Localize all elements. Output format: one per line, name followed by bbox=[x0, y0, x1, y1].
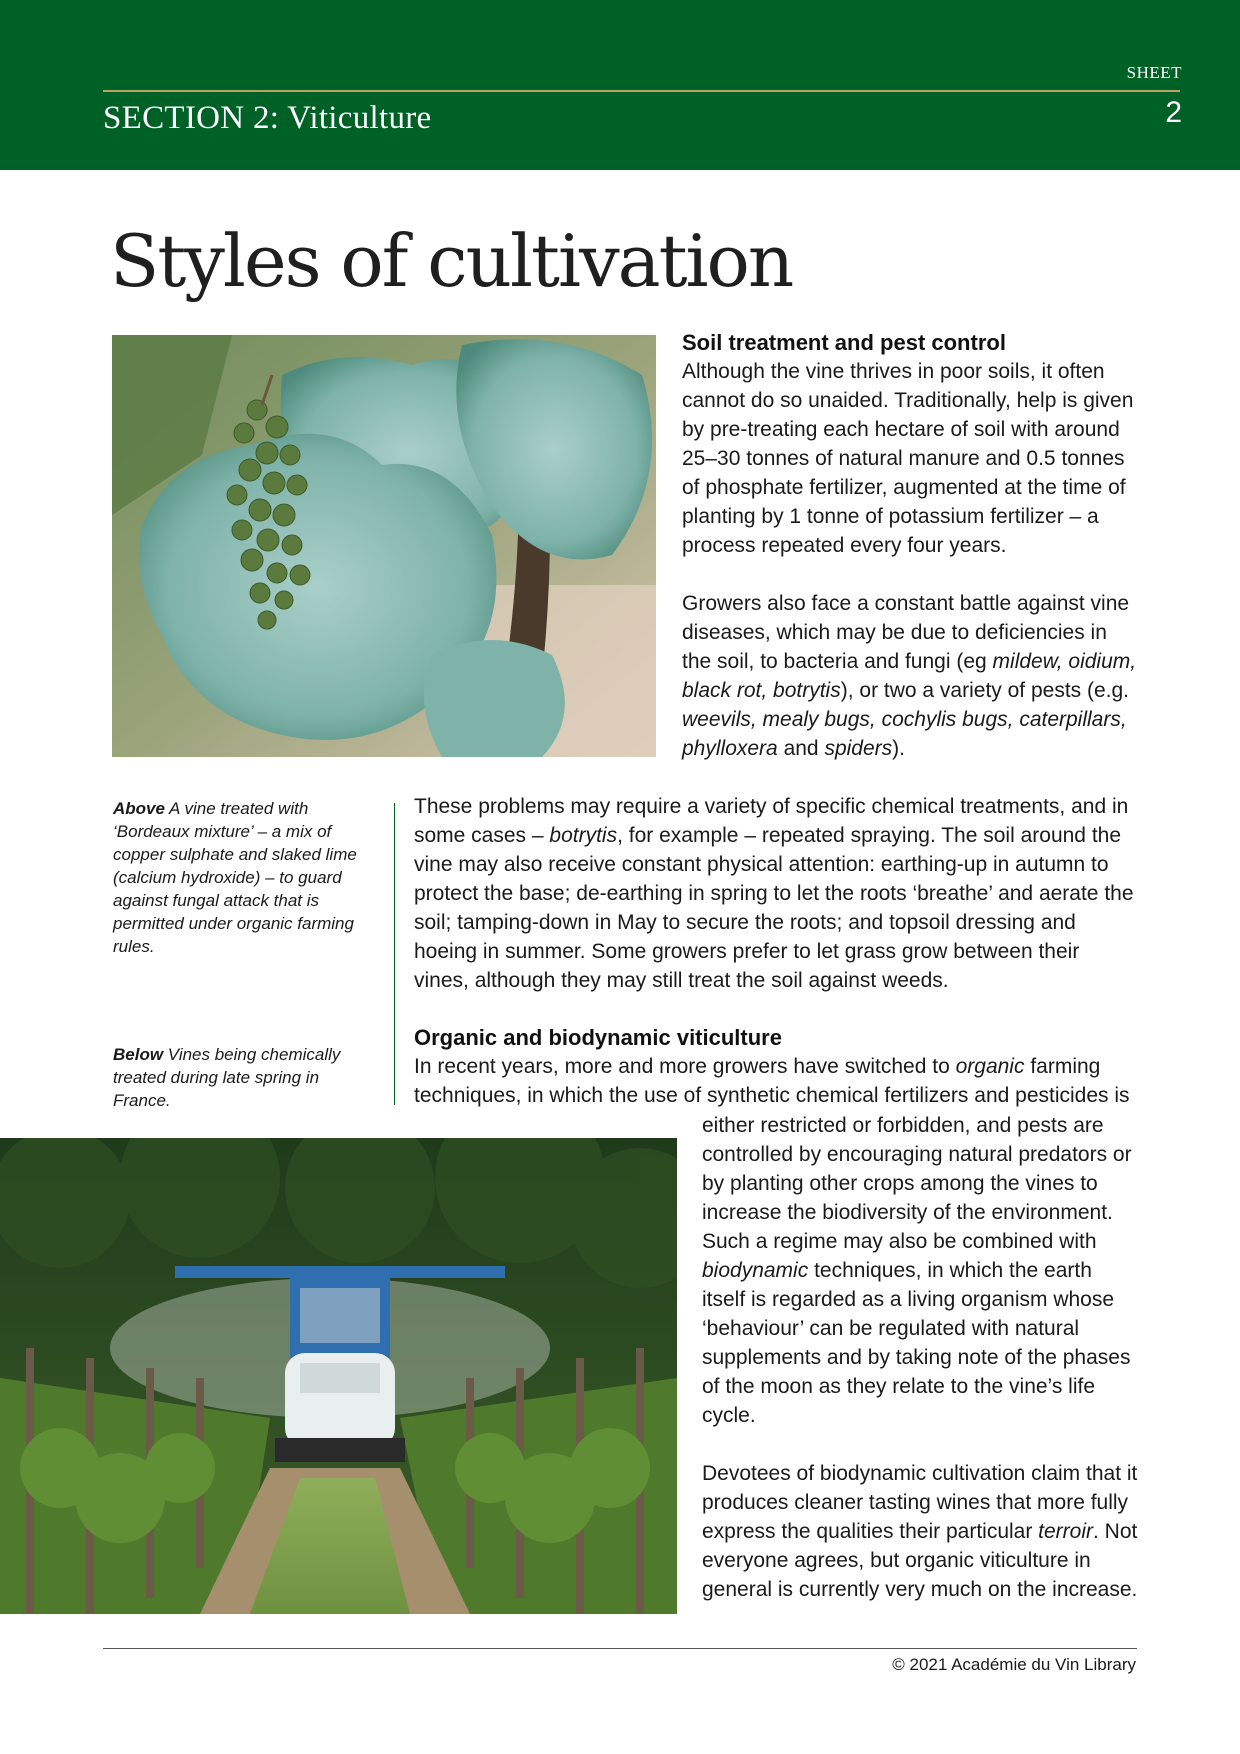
text-run: Devotees of biodynamic cultivation claim that it produces cleaner tasting wines that more fully express the qualities their particular bbox=[702, 1462, 1138, 1543]
text-run: Growers also face a constant battle against vine diseases, which may be due to deficiencies in the soil, to bacteria and fungi (eg bbox=[682, 592, 1130, 673]
organic-paragraph-continued bbox=[702, 1111, 1138, 1430]
soil-paragraph-2 bbox=[682, 589, 1137, 763]
caption-divider bbox=[394, 803, 395, 1105]
caption-text: A vine treated with ‘Bordeaux mixture’ – a mix of copper sulphate and slaked lime (calcium hydroxide) – to guard against fungal attack that is permitted under organic farming rules. bbox=[113, 799, 357, 956]
vine-leaves-photo bbox=[112, 335, 656, 757]
italic-run: botrytis bbox=[549, 824, 618, 847]
treatment-section bbox=[414, 792, 1138, 1110]
caption-text: Vines being chemically treated during late spring in France. bbox=[113, 1045, 341, 1110]
text-run: ). bbox=[892, 737, 905, 760]
copyright-notice: © 2021 Académie du Vin Library bbox=[892, 1655, 1136, 1674]
italic-run: biodynamic bbox=[702, 1259, 809, 1282]
sheet-label: SHEET bbox=[1126, 63, 1182, 82]
caption-below bbox=[113, 1043, 371, 1112]
italic-run: weevils, mealy bugs, cochylis bugs, caterpillars, phylloxera bbox=[682, 708, 1127, 760]
text-run: ), or two a variety of pests (e.g. bbox=[840, 679, 1130, 702]
caption-label: Below bbox=[113, 1045, 164, 1064]
treatment-paragraph bbox=[414, 792, 1138, 995]
caption-label: Above bbox=[113, 799, 165, 818]
footer-rule bbox=[103, 1648, 1137, 1649]
italic-run: terroir bbox=[1038, 1520, 1094, 1543]
organic-paragraph-start bbox=[414, 1052, 1138, 1110]
tractor-spraying-photo bbox=[0, 1138, 677, 1614]
header-rule bbox=[103, 90, 1180, 92]
caption-above bbox=[113, 797, 371, 958]
italic-run: organic bbox=[955, 1055, 1025, 1078]
biodynamic-paragraph bbox=[702, 1459, 1138, 1604]
text-run: In recent years, more and more growers have switched to bbox=[414, 1055, 956, 1078]
text-run: either restricted or forbidden, and pests are controlled by encouraging natural predators or by planting other crops among the vines to increase the biodiversity of the environment. Such a regime may also be combined with bbox=[702, 1114, 1132, 1253]
text-run: farming techniques, in which the use of synthetic chemical fertilizers and pesticides is bbox=[414, 1055, 1130, 1107]
italic-run: mildew, oidium, black rot, botrytis bbox=[682, 650, 1137, 702]
text-run: , for example – repeated spraying. The soil around the vine may also receive constant physical attention: earthing-up in autumn to protect the base; de-earthing in spring to let the roots ‘breathe’ and aerate the soil; tamping-down in May to secure the roots; and topsoil dressing and hoeing in summer. Some growers prefer to let grass grow between their vines, although they may still treat the soil against weeds. bbox=[414, 824, 1134, 992]
section-title: SECTION 2: Viticulture bbox=[103, 100, 432, 136]
soil-paragraph-1: Although the vine thrives in poor soils, it often cannot do so unaided. Traditionally, help is given by pre-treating each hectare of soil with around 25–30 tonnes of natural manure and 0.5 tonnes of phosphate fertilizer, augmented at the time of planting by 1 tonne of potassium fertilizer – a process repeated every four years. bbox=[682, 360, 1134, 557]
page-header bbox=[0, 0, 1240, 170]
page-title: Styles of cultivation bbox=[110, 219, 793, 303]
soil-treatment-heading: Soil treatment and pest control bbox=[682, 330, 1006, 355]
text-run: and bbox=[777, 737, 825, 760]
text-run: . Not everyone agrees, but organic viticulture in general is currently very much on the increase. bbox=[702, 1520, 1138, 1601]
text-run: These problems may require a variety of specific chemical treatments, and in some cases – bbox=[414, 795, 1129, 847]
sheet-number: 2 bbox=[1165, 96, 1182, 129]
soil-treatment-section bbox=[682, 329, 1137, 763]
organic-heading: Organic and biodynamic viticulture bbox=[414, 1025, 782, 1050]
italic-run: spiders bbox=[824, 737, 893, 760]
organic-section bbox=[702, 1111, 1138, 1604]
text-run: techniques, in which the earth itself is regarded as a living organism whose ‘behaviour’ can be regulated with natural supplements and by taking note of the phases of the moon as they relate to the vine’s life cycle. bbox=[702, 1259, 1131, 1427]
